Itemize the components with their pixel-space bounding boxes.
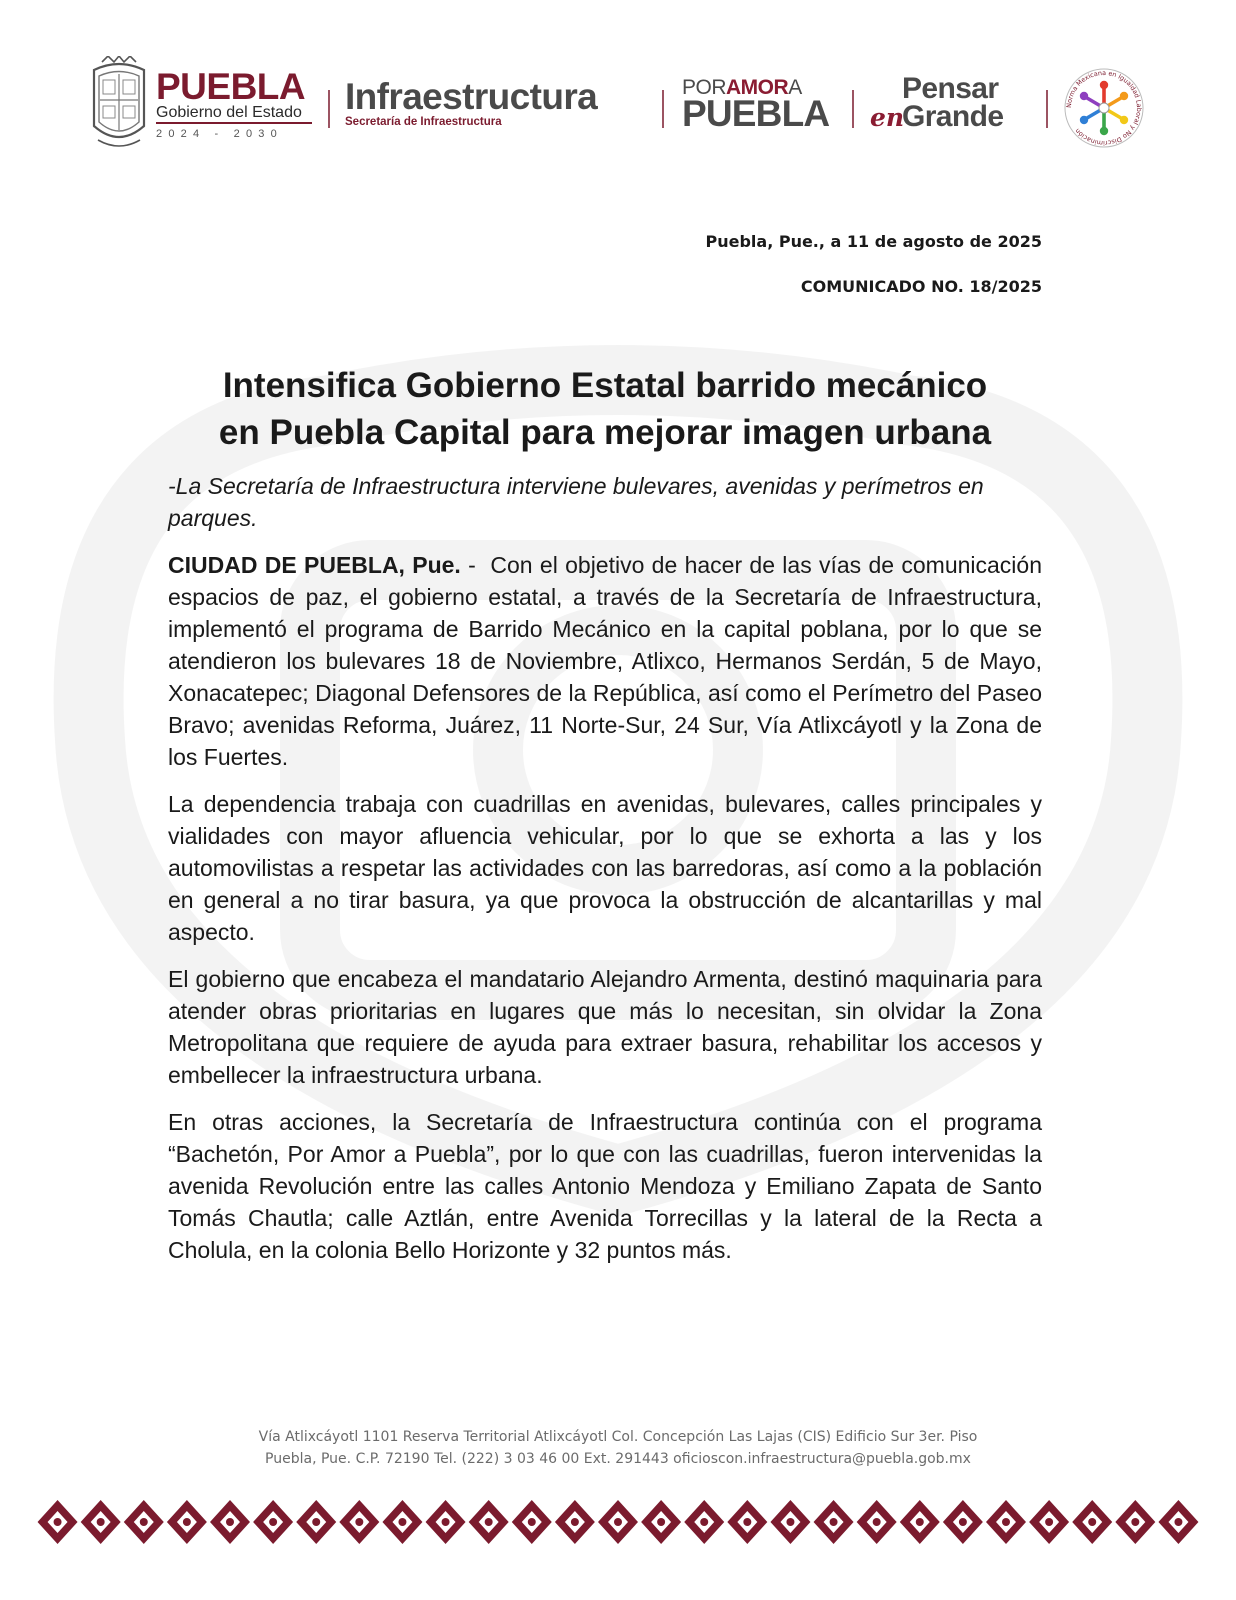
band-motif-icon	[555, 1500, 595, 1544]
puebla-wordmark: PUEBLA	[156, 66, 306, 107]
headline	[168, 362, 1042, 456]
band-motif-icon	[426, 1500, 466, 1544]
address-line-1: Vía Atlixcáyotl 1101 Reserva Territorial Atlixcáyotl Col. Concepción Las Lajas (CIS) Edificio Sur 3er. Piso	[258, 1429, 978, 1445]
band-motif-icon	[943, 1500, 983, 1544]
band-motif-icon	[1029, 1500, 1069, 1544]
headline-line-1: Intensifica Gobierno Estatal barrido mecánico	[222, 366, 988, 405]
norma-igualdad-laboral-badge-icon	[1062, 66, 1146, 150]
infraestructura-logo	[345, 78, 645, 129]
government-subtitle: Gobierno del Estado	[156, 104, 312, 124]
band-motif-icon	[814, 1500, 854, 1544]
band-motif-icon	[641, 1500, 681, 1544]
paragraph-1	[168, 549, 1042, 773]
letterhead	[0, 0, 1236, 170]
band-motif-icon	[81, 1500, 121, 1544]
dateline-separator: -	[460, 552, 491, 578]
a-word: A	[788, 76, 802, 99]
band-motif-icon	[382, 1500, 422, 1544]
infraestructura-wordmark: Infraestructura	[345, 76, 598, 117]
band-motif-icon	[167, 1500, 207, 1544]
en-word: en	[870, 103, 905, 132]
grande-word: Grande	[902, 100, 1004, 133]
paragraph-2: La dependencia trabaja con cuadrillas en avenidas, bulevares, calles principales y vialidades con mayor afluencia vehicular, por lo que se exhorta a las y los automovilistas a respetar las actividades con las barredoras, así como a la población en general a no tirar basura, ya que provoca la obstrucción de alcantarillas y mal aspecto.	[168, 791, 1042, 945]
dateline-location: CIUDAD DE PUEBLA, Pue.	[168, 552, 461, 578]
address-line-2: Puebla, Pue. C.P. 72190 Tel. (222) 3 03 46 00 Ext. 291443 oficioscon.infraestructura@puebla.gob.mx	[265, 1451, 971, 1467]
band-motif-icon	[296, 1500, 336, 1544]
logo-divider	[852, 90, 854, 128]
logo-divider	[662, 90, 664, 128]
band-motif-icon	[727, 1500, 767, 1544]
band-motif-icon	[38, 1500, 78, 1544]
pensar-en-grande-logo	[870, 74, 1040, 138]
band-motif-icon	[512, 1500, 552, 1544]
band-motif-icon	[598, 1500, 638, 1544]
band-motif-icon	[770, 1500, 810, 1544]
band-motif-icon	[986, 1500, 1026, 1544]
por-amor-a-puebla-logo	[682, 76, 840, 134]
paragraph-3: El gobierno que encabeza el mandatario Alejandro Armenta, destinó maquinaria para atender obras prioritarias en lugares que más lo necesitan, sin olvidar la Zona Metropolitana que requiere de ayuda para extraer basura, rehabilitar los accesos y embellecer la infraestructura urbana.	[168, 966, 1042, 1088]
band-motif-icon	[210, 1500, 250, 1544]
logo-divider	[328, 90, 330, 128]
press-release-body	[168, 362, 1042, 1266]
paragraph-1-text: Con el objetivo de hacer de las vías de comunicación espacios de paz, el gobierno estatal, a través de la Secretaría de Infraestructura, implementó el programa de Barrido Mecánico en la capital poblana, por lo que se atendieron los bulevares 18 de Noviembre, Atlixco, Hermanos Serdán, 5 de Mayo, Xonacatepec; Diagonal Defensores de la República, así como el Perímetro del Paseo Bravo; avenidas Reforma, Juárez, 11 Norte-Sur, 24 Sur, Vía Atlixcáyotl y la Zona de los Fuertes.	[168, 552, 1042, 770]
state-coat-of-arms-icon	[88, 56, 150, 152]
band-motif-icon	[469, 1500, 509, 1544]
band-motif-icon	[1072, 1500, 1112, 1544]
puebla-government-logo	[156, 66, 314, 142]
headline-line-2: en Puebla Capital para mejorar imagen urbana	[218, 413, 992, 452]
paragraph-4: En otras acciones, la Secretaría de Infraestructura continúa con el programa “Bachetón, Por Amor a Puebla”, por lo que con las cuadrillas, fueron intervenidas la avenida Revolución entre las calles Antonio Mendoza y Emiliano Zapata de Santo Tomás Chautla; calle Aztlán, entre Avenida Torrecillas y la lateral de la Recta a Cholula, en la colonia Bello Horizonte y 32 puntos más.	[168, 1109, 1042, 1263]
footer-address	[0, 1426, 1236, 1470]
subheadline: -La Secretaría de Infraestructura interviene bulevares, avenidas y perímetros en parques.	[168, 473, 984, 531]
amor-word: AMOR	[726, 76, 789, 99]
band-motif-icon	[684, 1500, 724, 1544]
band-motif-icon	[900, 1500, 940, 1544]
date-line: Puebla, Pue., a 11 de agosto de 2025	[705, 232, 1042, 251]
band-motif-icon	[1158, 1500, 1198, 1544]
band-motif-icon	[1115, 1500, 1155, 1544]
band-motif-icon	[857, 1500, 897, 1544]
amor-puebla-word: PUEBLA	[682, 93, 830, 134]
pensar-word: Pensar	[902, 72, 999, 105]
norma-ring-text: Norma Mexicana en Igualdad Laboral y No Discriminación	[1064, 68, 1144, 148]
infraestructura-subtitle: Secretaría de Infraestructura	[345, 116, 502, 128]
communique-number: COMUNICADO NO. 18/2025	[800, 277, 1042, 296]
decorative-pattern-band	[36, 1496, 1200, 1548]
por-word: POR	[682, 76, 727, 99]
band-motif-icon	[124, 1500, 164, 1544]
administration-years: 2024 - 2030	[156, 128, 283, 140]
band-motif-icon	[253, 1500, 293, 1544]
logo-divider	[1046, 90, 1048, 128]
band-motif-icon	[339, 1500, 379, 1544]
